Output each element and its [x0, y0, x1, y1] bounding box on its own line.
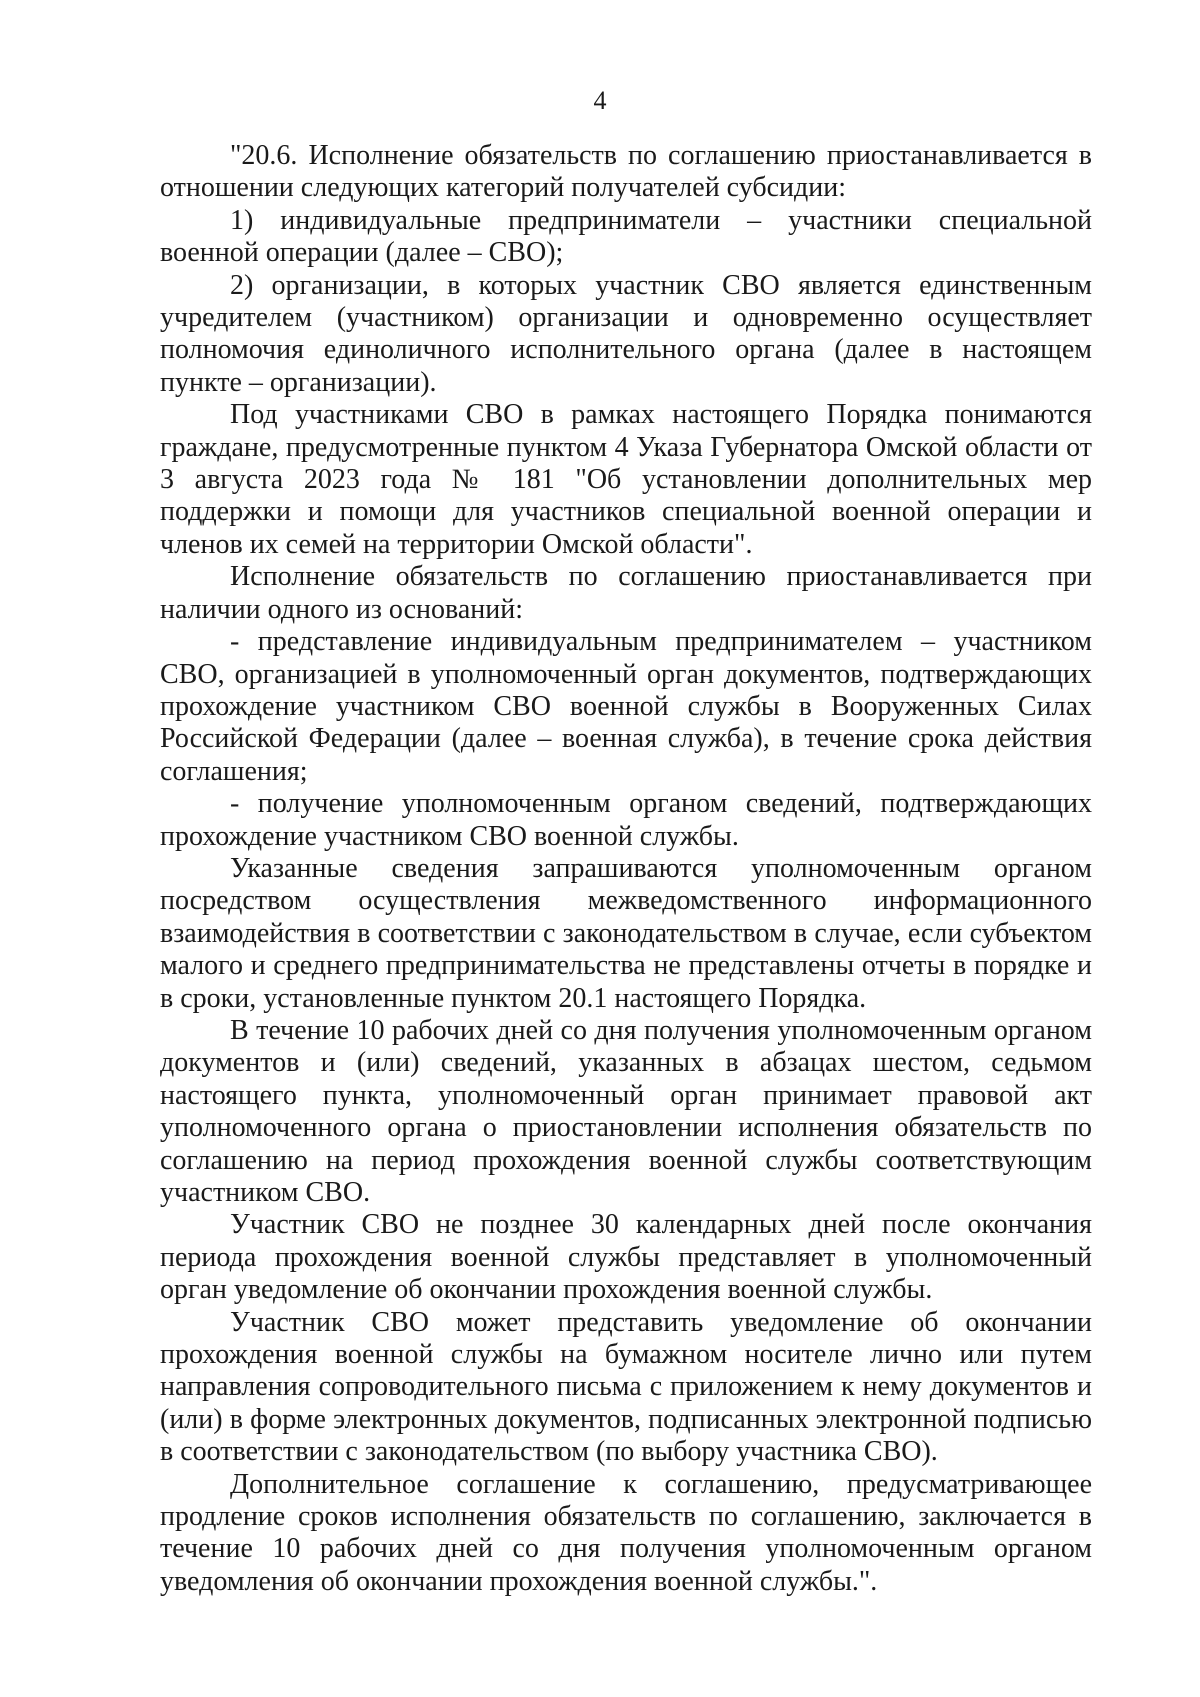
paragraph-interagency-requests: Указанные сведения запрашиваются уполномоченным органом посредством осуществления межведомственного информационного взаимодействия в соответствии с законодательством в случае, если субъектом малого и среднего предпринимательства не представлены отчеты в порядке и в сроки, установленные пунктом 20.1 настоящего Порядка.	[160, 852, 1092, 1014]
list-item-1: 1) индивидуальные предприниматели – участники специальной военной операции (далее – СВО);	[160, 204, 1092, 269]
page-number: 4	[593, 86, 607, 115]
paragraph-notification-deadline: Участник СВО не позднее 30 календарных дней после окончания периода прохождения военной службы представляет в уполномоченный орган уведомление об окончании прохождения военной службы.	[160, 1209, 1092, 1306]
ground-item-information: - получение уполномоченным органом сведений, подтверждающих прохождение участником СВО военной службы.	[160, 788, 1092, 852]
paragraph-svo-definition: Под участниками СВО в рамках настоящего Порядка понимаются граждане, предусмотренные пунктом 4 Указа Губернатора Омской области от 3 августа 2023 года № 181 "Об установлении дополнительных мер поддержки и помощи для участников специальной военной операции и членов их семей на территории Омской области".	[160, 399, 1092, 560]
document-body	[160, 140, 1092, 1598]
paragraph-20-6-intro: "20.6. Исполнение обязательств по соглашению приостанавливается в отношении следующих категорий получателей субсидии:	[160, 140, 1092, 204]
paragraph-legal-act: В течение 10 рабочих дней со дня получения уполномоченным органом документов и (или) сведений, указанных в абзацах шестом, седьмом настоящего пункта, уполномоченный орган принимает правовой акт уполномоченного органа о приостановлении исполнения обязательств по соглашению на период прохождения военной службы соответствующим участником СВО.	[160, 1014, 1092, 1208]
paragraph-grounds-intro: Исполнение обязательств по соглашению приостанавливается при наличии одного из оснований:	[160, 561, 1092, 625]
list-item-2: 2) организации, в которых участник СВО является единственным учредителем (участником) организации и одновременно осуществляет полномочия единоличного исполнительного органа (далее в настоящем пункте – организации).	[160, 269, 1092, 398]
paragraph-notification-methods: Участник СВО может представить уведомление об окончании прохождения военной службы на бумажном носителе лично или путем направления сопроводительного письма с приложением к нему документов и (или) в форме электронных документов, подписанных электронной подписью в соответствии с законодательством (по выбору участника СВО).	[160, 1306, 1092, 1468]
paragraph-additional-agreement: Дополнительное соглашение к соглашению, предусматривающее продление сроков исполнения обязательств по соглашению, заключается в течение 10 рабочих дней со дня получения уполномоченным органом уведомления об окончании прохождения военной службы.".	[160, 1468, 1092, 1597]
ground-item-documents: - представление индивидуальным предпринимателем – участником СВО, организацией в уполномоченный орган документов, подтверждающих прохождение участником СВО военной службы в Вооруженных Силах Российской Федерации (далее – военная служба), в течение срока действия соглашения;	[160, 626, 1092, 787]
